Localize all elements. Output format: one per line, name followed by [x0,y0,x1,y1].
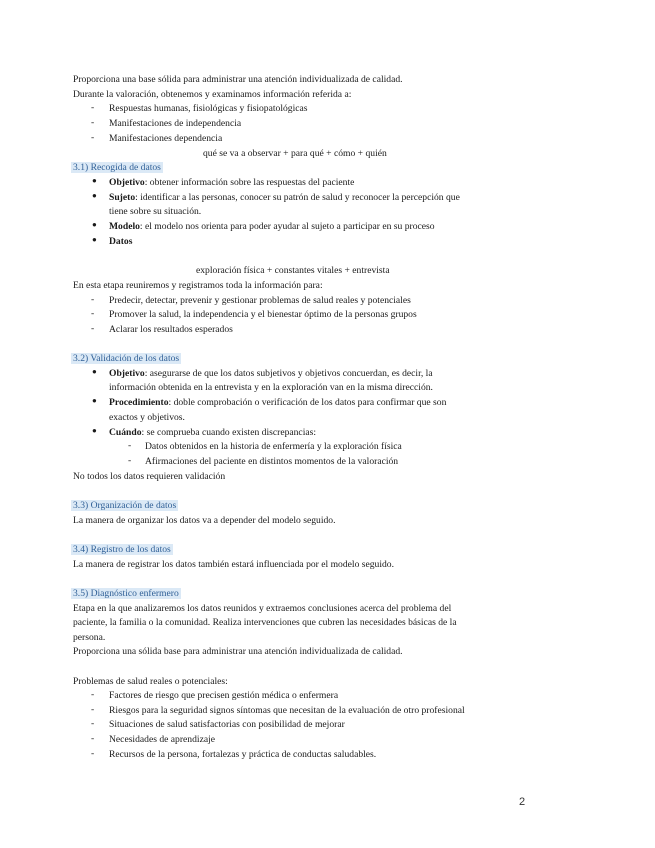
intro-paragraph-2: Durante la valoración, obtenemos y examinamos información referida a: [73,89,352,100]
list-item-procedimiento-cont: exactos y objetivos. [109,412,185,423]
list-item-sujeto-cont: tiene sobre su situación. [109,206,202,217]
list-item: Factores de riesgo que precisen gestión médica o enfermera [109,690,339,701]
dash-bullet: - [91,704,95,715]
s35-paragraph-line-1: Etapa en la que analizaremos los datos reunidos y extraemos conclusiones acerca del problema del [73,603,452,614]
bullet-dot: ● [92,176,97,185]
list-item-cuando: Cuándo: se comprueba cuando existen discrepancias: [109,427,317,438]
list-item: Manifestaciones de independencia [109,118,242,129]
section-heading-3-4: 3.4) Registro de los datos [73,544,171,555]
bullet-dot: ● [92,367,97,376]
list-item-procedimiento: Procedimiento: doble comprobación o verificación de los datos para confirmar que son [109,397,447,408]
list-item: Situaciones de salud satisfactorias con posibilidad de mejorar [109,719,345,730]
s35-paragraph-line-3: persona. [73,632,106,643]
list-item: Riesgos para la seguridad signos síntomas que necesitan de la evaluación de otro profesional [109,705,465,716]
dash-bullet: - [91,733,95,744]
list-item: Predecir, detectar, prevenir y gestionar problemas de salud reales y potenciales [109,295,411,306]
list-item: Recursos de la persona, fortalezas y práctica de conductas saludables. [109,749,377,760]
list-item-modelo: Modelo: el modelo nos orienta para poder ayudar al sujeto a participar en su proceso [109,221,435,232]
intro-paragraph-1: Proporciona una base sólida para administrar una atención individualizada de calidad. [73,74,403,85]
dash-bullet: - [91,294,95,305]
dash-bullet: - [128,440,132,451]
list-item-objetivo: Objetivo: asegurarse de que los datos subjetivos y objetivos concuerdan, es decir, la [109,368,433,379]
dash-bullet: - [91,132,95,143]
bullet-dot: ● [92,426,97,435]
list-item: Promover la salud, la independencia y el bienestar óptimo de la personas grupos [109,309,417,320]
list-item-objetivo: Objetivo: obtener información sobre las respuestas del paciente [109,177,355,188]
section-heading-3-2: 3.2) Validación de los datos [73,353,180,364]
dash-bullet: - [128,455,132,466]
section-heading-3-5: 3.5) Diagnóstico enfermero [73,588,179,599]
bullet-dot: ● [92,220,97,229]
sub-list-item: Afirmaciones del paciente en distintos momentos de la valoración [145,456,399,467]
list-item: Manifestaciones dependencia [109,133,223,144]
dash-bullet: - [91,689,95,700]
bullet-dot: ● [92,191,97,200]
dash-bullet: - [91,748,95,759]
bullet-dot: ● [92,235,97,244]
observation-formula: qué se va a observar + para qué + cómo + quién [203,148,387,159]
list-item-datos: Datos [109,236,133,247]
list-item-objetivo-cont: información obtenida en la entrevista y en la exploración van en la misma dirección. [109,382,433,393]
s35-paragraph-4: Proporciona una sólida base para administrar una atención individualizada de calidad. [73,646,403,657]
dash-bullet: - [91,323,95,334]
page-number: 2 [519,796,526,808]
s34-paragraph: La manera de registrar los datos también estará influenciada por el modelo seguido. [73,559,395,570]
bullet-dot: ● [92,396,97,405]
list-item: Necesidades de aprendizaje [109,734,216,745]
s33-paragraph: La manera de organizar los datos va a depender del modelo seguido. [73,515,336,526]
dash-bullet: - [91,102,95,113]
list-item: Aclarar los resultados esperados [109,324,233,335]
list-item-sujeto: Sujeto: identificar a las personas, conocer su patrón de salud y reconocer la percepción que [109,192,460,203]
dash-bullet: - [91,117,95,128]
data-formula: exploración física + constantes vitales + entrevista [196,265,390,276]
s31-paragraph: En esta etapa reuniremos y registramos toda la información para: [73,280,323,291]
dash-bullet: - [91,718,95,729]
s35-paragraph-line-2: paciente, la familia o la comunidad. Realiza intervenciones que cubren las necesidades básicas de la [73,617,457,628]
validation-note: No todos los datos requieren validación [73,471,226,482]
s35-paragraph-5: Problemas de salud reales o potenciales: [73,676,228,687]
sub-list-item: Datos obtenidos en la historia de enfermería y la exploración física [145,441,402,452]
section-heading-3-3: 3.3) Organización de datos [73,500,177,511]
dash-bullet: - [91,308,95,319]
section-heading-3-1: 3.1) Recogida de datos [73,162,161,173]
list-item: Respuestas humanas, fisiológicas y fisiopatológicas [109,103,308,114]
